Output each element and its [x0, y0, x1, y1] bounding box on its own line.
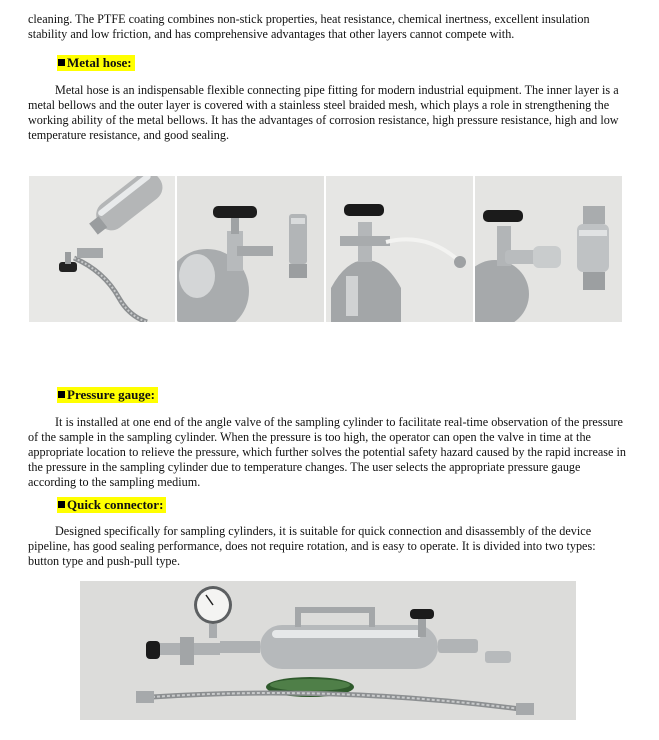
square-bullet-icon	[58, 59, 65, 66]
quick-connector-heading-text: Quick connector:	[67, 497, 164, 512]
square-bullet-icon	[58, 391, 65, 398]
quick-connector-heading	[57, 497, 166, 513]
pressure-gauge-heading-text: Pressure gauge:	[67, 387, 155, 402]
sampling-cylinder-kit-photo	[80, 581, 576, 720]
metal-hose-paragraph: Metal hose is an indispensable flexible connecting pipe fitting for modern industrial equipment. The inner layer is a metal bellows and the outer layer is covered with a stainless steel braided mesh, which plays a role in strengthening the working ability of the metal bellows. It has the advantages of corrosion resistance, high pressure resistance, high and low temperature resistance, and good sealing.	[28, 83, 619, 142]
intro-paragraph: cleaning. The PTFE coating combines non-stick properties, heat resistance, chemical inertness, excellent insulation stability and low friction, and has comprehensive advantages that other layers cannot compete with.	[28, 12, 590, 41]
pressure-gauge-heading	[57, 387, 158, 403]
pressure-gauge-paragraph: It is installed at one end of the angle valve of the sampling cylinder to facilitate real-time observation of the pressure of the sample in the sampling cylinder. When the pressure is too high, the operator can open the valve in time at the appropriate location to relieve the pressure, which further solves the potential safety hazard caused by the rapid increase in the pressure in the sampling cylinder due to temperature changes. The user selects the appropriate pressure gauge according to the sampling medium.	[28, 415, 626, 489]
quick-connector-paragraph: Designed specifically for sampling cylinders, it is suitable for quick connection and disassembly of the device pipeline, has good sealing performance, does not require rotation, and is easy to operate. It is divided into two types: button type and push-pull type.	[28, 524, 596, 568]
metal-hose-heading	[57, 55, 135, 71]
metal-hose-heading-text: Metal hose:	[67, 55, 132, 70]
cylinder-with-tube-photo	[326, 176, 473, 322]
valve-quick-connector-photo	[475, 176, 622, 322]
cylinder-valve-fitting-photo	[177, 176, 324, 322]
metal-hose-cylinder-photo	[29, 176, 175, 322]
square-bullet-icon	[58, 501, 65, 508]
